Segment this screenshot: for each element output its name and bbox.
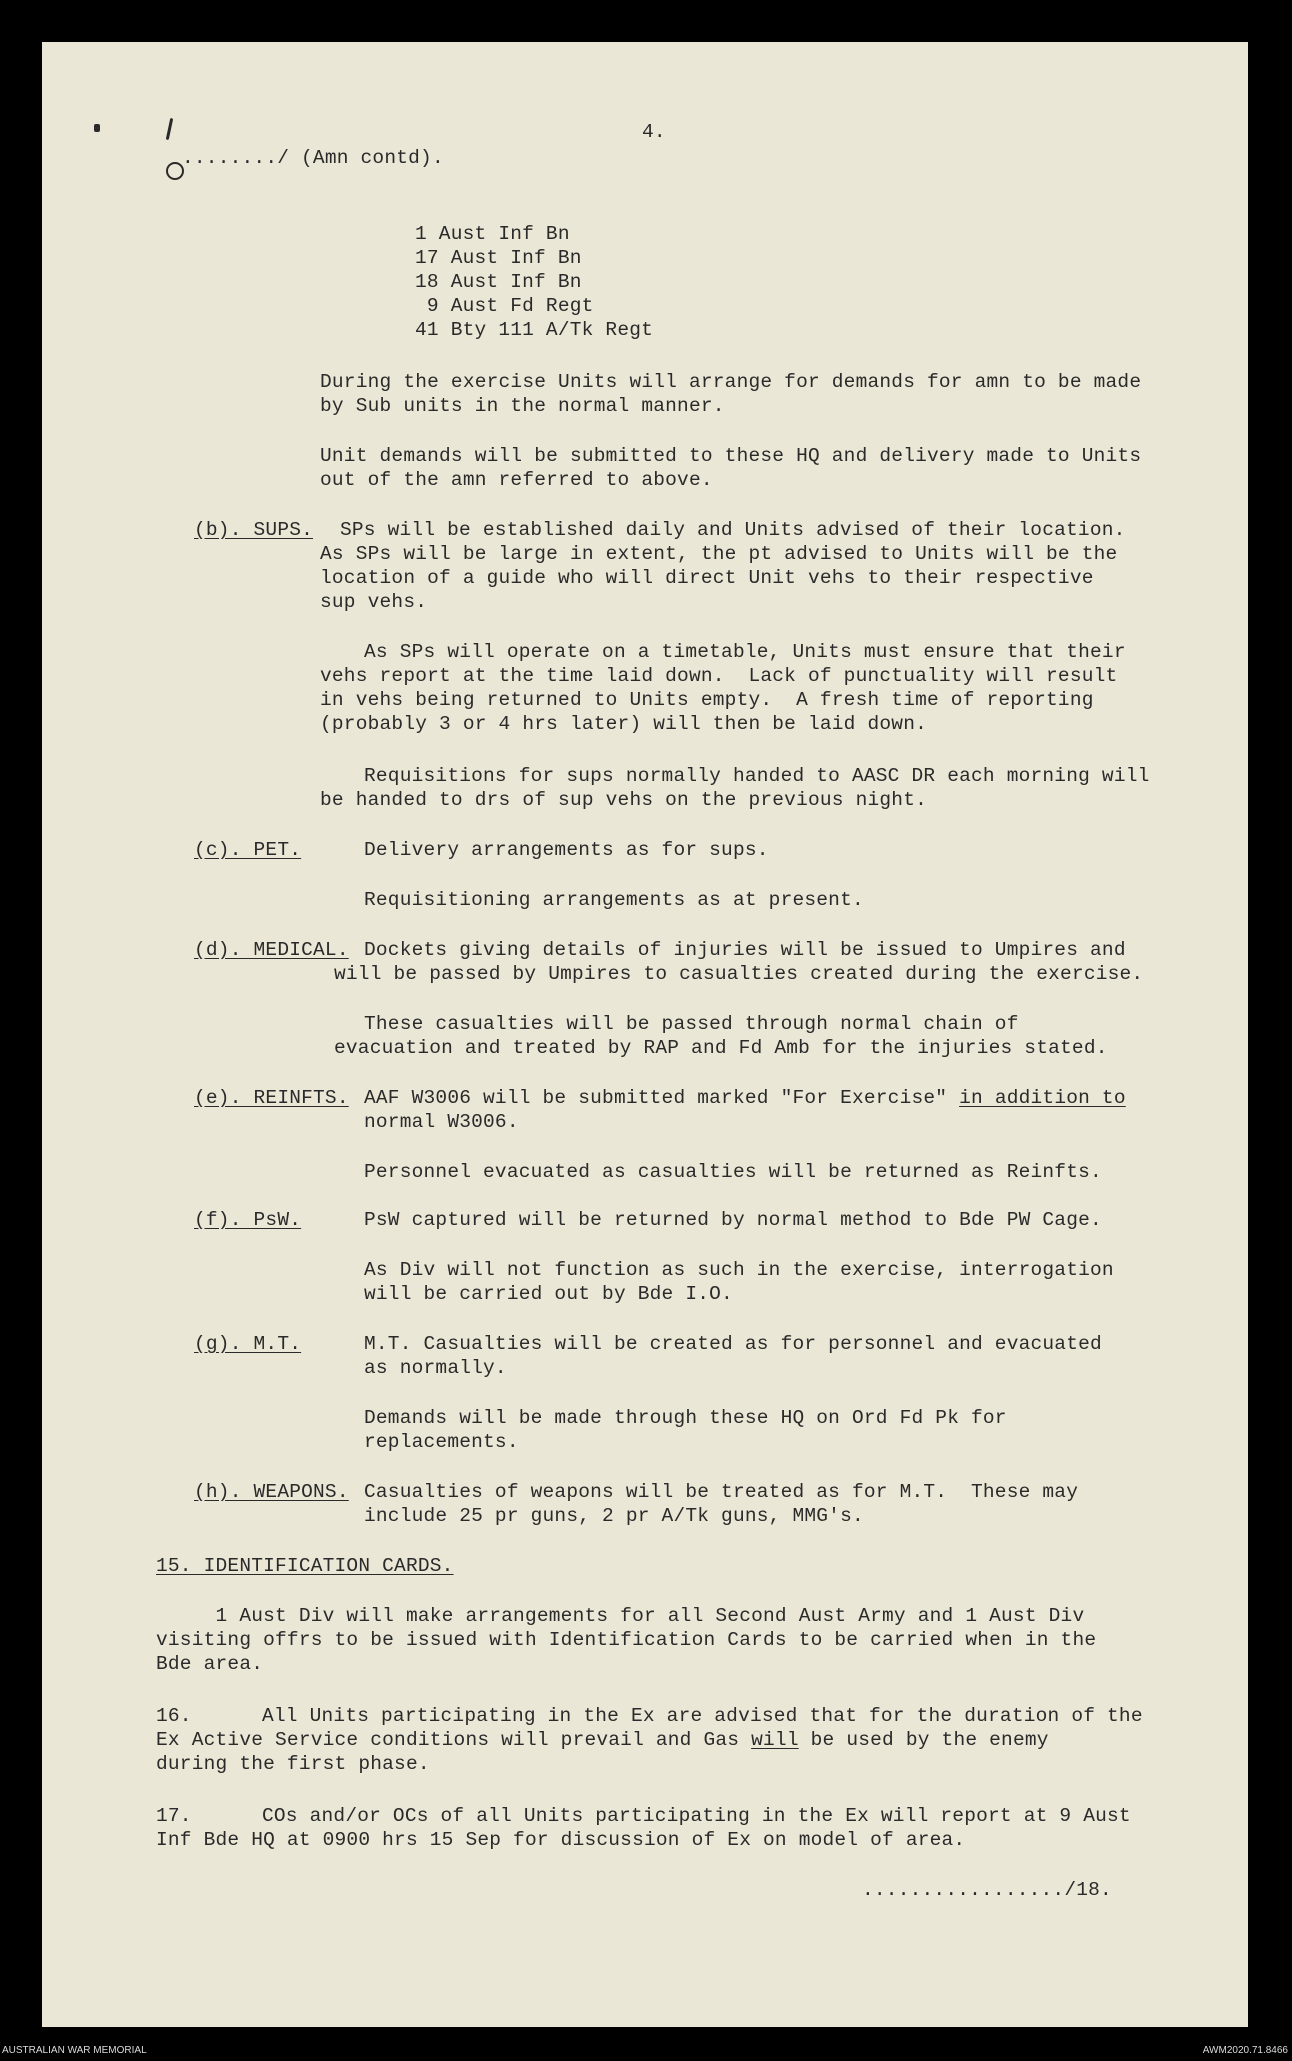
amn-para2-line: out of the amn referred to above. (320, 469, 713, 491)
section-15-line: 1 Aust Div will make arrangements for all Second Aust Army and 1 Aust Div (156, 1605, 1085, 1627)
medical-para2-line: These casualties will be passed through normal chain of (364, 1013, 1019, 1035)
sups-para1-line: location of a guide who will direct Unit vehs to their respective (320, 567, 1094, 589)
psw-para2-line: As Div will not function as such in the exercise, interrogation (364, 1259, 1114, 1281)
list-item: 9 Aust Fd Regt (415, 295, 594, 317)
list-item: 18 Aust Inf Bn (415, 271, 582, 293)
section-15-line: visiting offrs to be issued with Identification Cards to be carried when in the (156, 1629, 1097, 1651)
sups-para2-line: (probably 3 or 4 hrs later) will then be laid down. (320, 713, 927, 735)
medical-para2-line: evacuation and treated by RAP and Fd Amb for the injuries stated. (334, 1037, 1108, 1059)
psw-heading: (f). PsW. (194, 1209, 302, 1231)
list-item: 41 Bty 111 A/Tk Regt (415, 319, 654, 341)
pet-para2: Requisitioning arrangements as at present. (364, 889, 864, 911)
page-number: 4. (642, 121, 666, 143)
mt-para2-line: replacements. (364, 1431, 519, 1453)
medical-para1-line: Dockets giving details of injuries will be issued to Umpires and (364, 939, 1126, 961)
sups-para2-line: As SPs will operate on a timetable, Units must ensure that their (364, 641, 1126, 663)
weapons-para1-line: Casualties of weapons will be treated as for M.T. These may (364, 1481, 1079, 1503)
pet-para1: Delivery arrangements as for sups. (364, 839, 769, 861)
document-page (42, 42, 1248, 2027)
ink-mark (166, 118, 174, 140)
medical-para1-line: will be passed by Umpires to casualties created during the exercise. (334, 963, 1144, 985)
section-16-line: All Units participating in the Ex are advised that for the duration of the (262, 1705, 1143, 1727)
mt-heading: (g). M.T. (194, 1333, 302, 1355)
list-item: 17 Aust Inf Bn (415, 247, 582, 269)
amn-para1-line: During the exercise Units will arrange for demands for amn to be made (320, 371, 1142, 393)
sups-para1-line: As SPs will be large in extent, the pt advised to Units will be the (320, 543, 1118, 565)
pet-heading: (c). PET. (194, 839, 302, 861)
sups-para2-line: in vehs being returned to Units empty. A fresh time of reporting (320, 689, 1094, 711)
sups-para1-line: SPs will be established daily and Units advised of their location. (340, 519, 1126, 541)
section-16-text: be used by the enemy (798, 1729, 1049, 1751)
reinfts-heading: (e). REINFTS. (194, 1087, 349, 1109)
section-17-number: 17. (156, 1805, 192, 1827)
ink-mark (94, 124, 100, 132)
section-16-line: during the first phase. (156, 1753, 430, 1775)
continuation-marker: ................./18. (862, 1879, 1112, 1901)
mt-para2-line: Demands will be made through these HQ on Ord Fd Pk for (364, 1407, 1007, 1429)
section-15-heading: 15. IDENTIFICATION CARDS. (156, 1555, 454, 1577)
section-16-emphasis: will (751, 1729, 799, 1751)
sups-para2-line: vehs report at the time laid down. Lack of punctuality will result (320, 665, 1118, 687)
section-16-text: Ex Active Service conditions will prevail and Gas (156, 1729, 752, 1751)
reinfts-para1-line2: normal W3006. (364, 1111, 519, 1133)
section-15-line: Bde area. (156, 1653, 264, 1675)
amn-para2-line: Unit demands will be submitted to these HQ and delivery made to Units (320, 445, 1142, 467)
weapons-para1-line: include 25 pr guns, 2 pr A/Tk guns, MMG's. (364, 1505, 864, 1527)
continued-header: ......../ (Amn contd). (182, 147, 444, 169)
medical-heading: (d). MEDICAL. (194, 939, 349, 961)
amn-para1-line: by Sub units in the normal manner. (320, 395, 725, 417)
section-17-line: Inf Bde HQ at 0900 hrs 15 Sep for discussion of Ex on model of area. (156, 1829, 966, 1851)
reinfts-emphasis: in addition to (959, 1087, 1126, 1109)
sups-heading: (b). SUPS. (194, 519, 314, 541)
reinfts-para1 (364, 1086, 1126, 1110)
weapons-heading: (h). WEAPONS. (194, 1481, 349, 1503)
reinfts-para1-text: AAF W3006 will be submitted marked "For Exercise" (364, 1087, 960, 1109)
section-16-line (156, 1728, 1049, 1752)
sups-para3-line: Requisitions for sups normally handed to AASC DR each morning will (364, 765, 1150, 787)
list-item: 1 Aust Inf Bn (415, 223, 570, 245)
sups-para1-line: sup vehs. (320, 591, 428, 613)
section-16-number: 16. (156, 1705, 192, 1727)
footer-reference: AWM2020.71.8466 (1202, 2045, 1288, 2056)
section-17-line: COs and/or OCs of all Units participating in the Ex will report at 9 Aust (262, 1805, 1131, 1827)
psw-para2-line: will be carried out by Bde I.O. (364, 1283, 733, 1305)
reinfts-para2: Personnel evacuated as casualties will be returned as Reinfts. (364, 1161, 1102, 1183)
sups-para3-line: be handed to drs of sup vehs on the previous night. (320, 789, 927, 811)
footer-source: AUSTRALIAN WAR MEMORIAL (2, 2045, 147, 2056)
psw-para1: PsW captured will be returned by normal method to Bde PW Cage. (364, 1209, 1102, 1231)
mt-para1-line: M.T. Casualties will be created as for personnel and evacuated (364, 1333, 1102, 1355)
mt-para1-line: as normally. (364, 1357, 507, 1379)
